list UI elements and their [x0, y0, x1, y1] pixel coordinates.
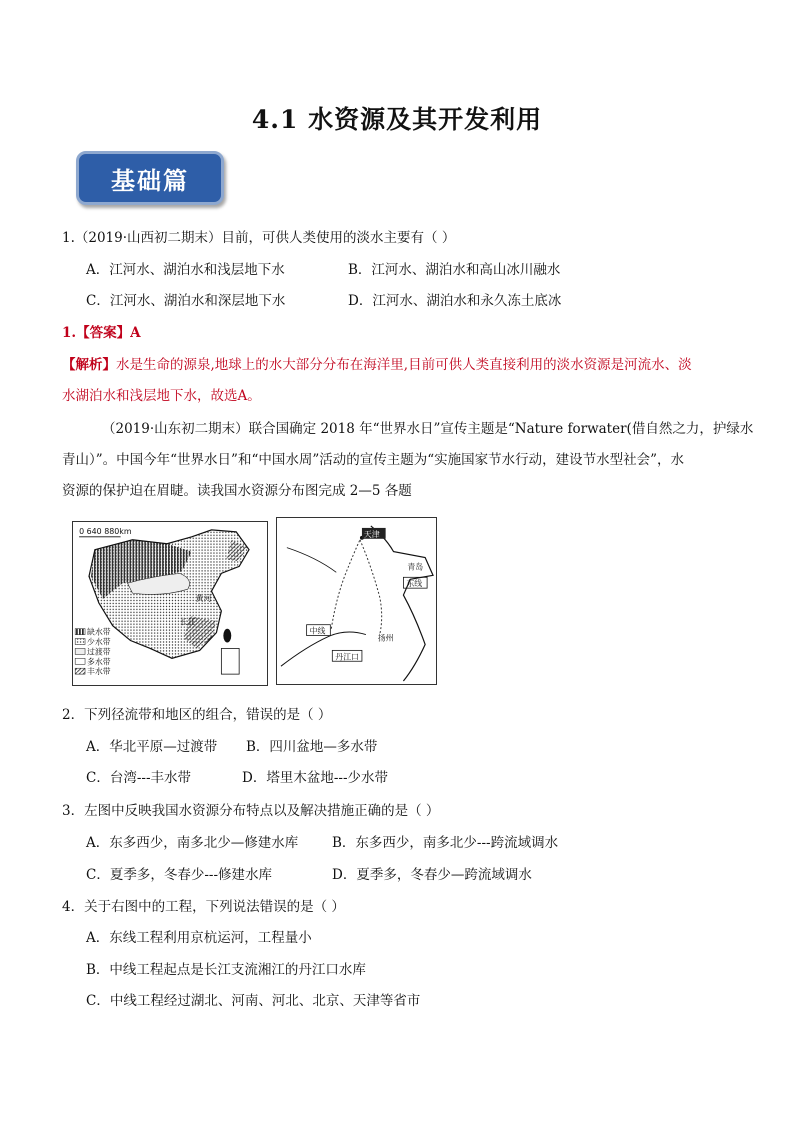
china-water-map	[72, 521, 268, 686]
label-zhongxian: 中线	[309, 626, 326, 636]
legend-item-1: 缺水带	[87, 627, 111, 637]
q2-option-b: B．四川盆地—多水带	[246, 739, 378, 755]
q2-option-c: C．台湾---丰水带	[86, 770, 192, 786]
q2-option-a: A．华北平原—过渡带	[86, 739, 218, 755]
label-yangzhou: 扬州	[377, 633, 394, 643]
passage-line-2: 青山）”。中国今年“世界水日”和“中国水周”活动的宣传主题为“实施国家节水行动，建设节水型社会”，水	[62, 452, 685, 468]
map-scale: 0 640 880km	[79, 526, 132, 536]
page-title: 4.1 水资源及其开发利用	[251, 105, 543, 134]
q1-option-c: C．江河水、湖泊水和深层地下水	[86, 293, 286, 309]
q1-option-d: D．江河水、湖泊水和永久冻土底冰	[348, 293, 562, 309]
analysis-text-1: 水是生命的源泉,地球上的水大部分分布在海洋里,目前可供人类直接利用的淡水资源是河流水、淡	[116, 357, 692, 373]
coastline	[371, 526, 433, 681]
analysis-line-1	[62, 355, 692, 375]
q2-option-d: D．塔里木盆地---少水带	[242, 770, 389, 786]
q3-option-c: C．夏季多，冬春少---修建水库	[86, 867, 273, 883]
china-water-map-svg	[73, 522, 267, 685]
taiwan-shape	[223, 629, 231, 643]
east-route-line	[360, 540, 382, 635]
south-sea-inset	[221, 648, 239, 674]
label-dongxian: 东线	[406, 579, 423, 589]
analysis-line-2: 水湖泊水和浅层地下水，故选A。	[62, 388, 261, 404]
legend-item-2: 少水带	[87, 637, 111, 647]
legend-item-3: 过渡带	[87, 647, 111, 657]
q2-stem: 2．下列径流带和地区的组合，错误的是（ ）	[62, 707, 332, 723]
passage-line-1: （2019·山东初二期末）联合国确定 2018 年“世界水日”宣传主题是“Nature forwater(借自然之力，护绿水	[102, 421, 754, 437]
label-tianjin: 天津	[363, 529, 380, 539]
q4-option-c: C．中线工程经过湖北、河南、河北、北京、天津等省市	[86, 993, 421, 1009]
answer-label: 1.【答案】A	[62, 325, 141, 341]
legend-item-5: 丰水带	[87, 667, 111, 677]
q4-option-b: B．中线工程起点是长江支流湘江的丹江口水库	[86, 962, 366, 978]
label-danjiangkou: 丹江口	[335, 652, 359, 662]
label-huanghe: 黄河	[195, 594, 212, 604]
water-diversion-map	[276, 517, 437, 685]
label-changjiang: 长江	[179, 617, 196, 627]
q1-stem: 1.（2019·山西初二期末）目前，可供人类使用的淡水主要有（ ）	[62, 230, 456, 246]
middle-route-line	[331, 540, 360, 629]
label-qingdao: 青岛	[407, 562, 424, 572]
q3-option-b: B．东多西少，南多北少---跨流域调水	[332, 835, 559, 851]
q4-stem: 4．关于右图中的工程，下列说法错误的是（ ）	[62, 899, 345, 915]
map-legend	[75, 627, 111, 677]
legend-item-4: 多水带	[87, 657, 111, 667]
q1-option-b: B．江河水、湖泊水和高山冰川融水	[348, 262, 561, 278]
analysis-tag: 【解析】	[62, 357, 116, 373]
passage-line-3: 资源的保护迫在眉睫。读我国水资源分布图完成 2—5 各题	[62, 483, 412, 499]
yellow-river	[287, 548, 336, 573]
q3-option-d: D．夏季多，冬春少—跨流域调水	[332, 867, 532, 883]
q1-option-a: A．江河水、湖泊水和浅层地下水	[86, 262, 285, 278]
section-badge: 基础篇	[76, 151, 224, 205]
q4-option-a: A．东线工程利用京杭运河，工程量小	[86, 930, 312, 946]
water-diversion-map-svg	[277, 518, 436, 684]
q3-option-a: A．东多西少，南多北少—修建水库	[86, 835, 299, 851]
q3-stem: 3．左图中反映我国水资源分布特点以及解决措施正确的是（ ）	[62, 803, 440, 819]
